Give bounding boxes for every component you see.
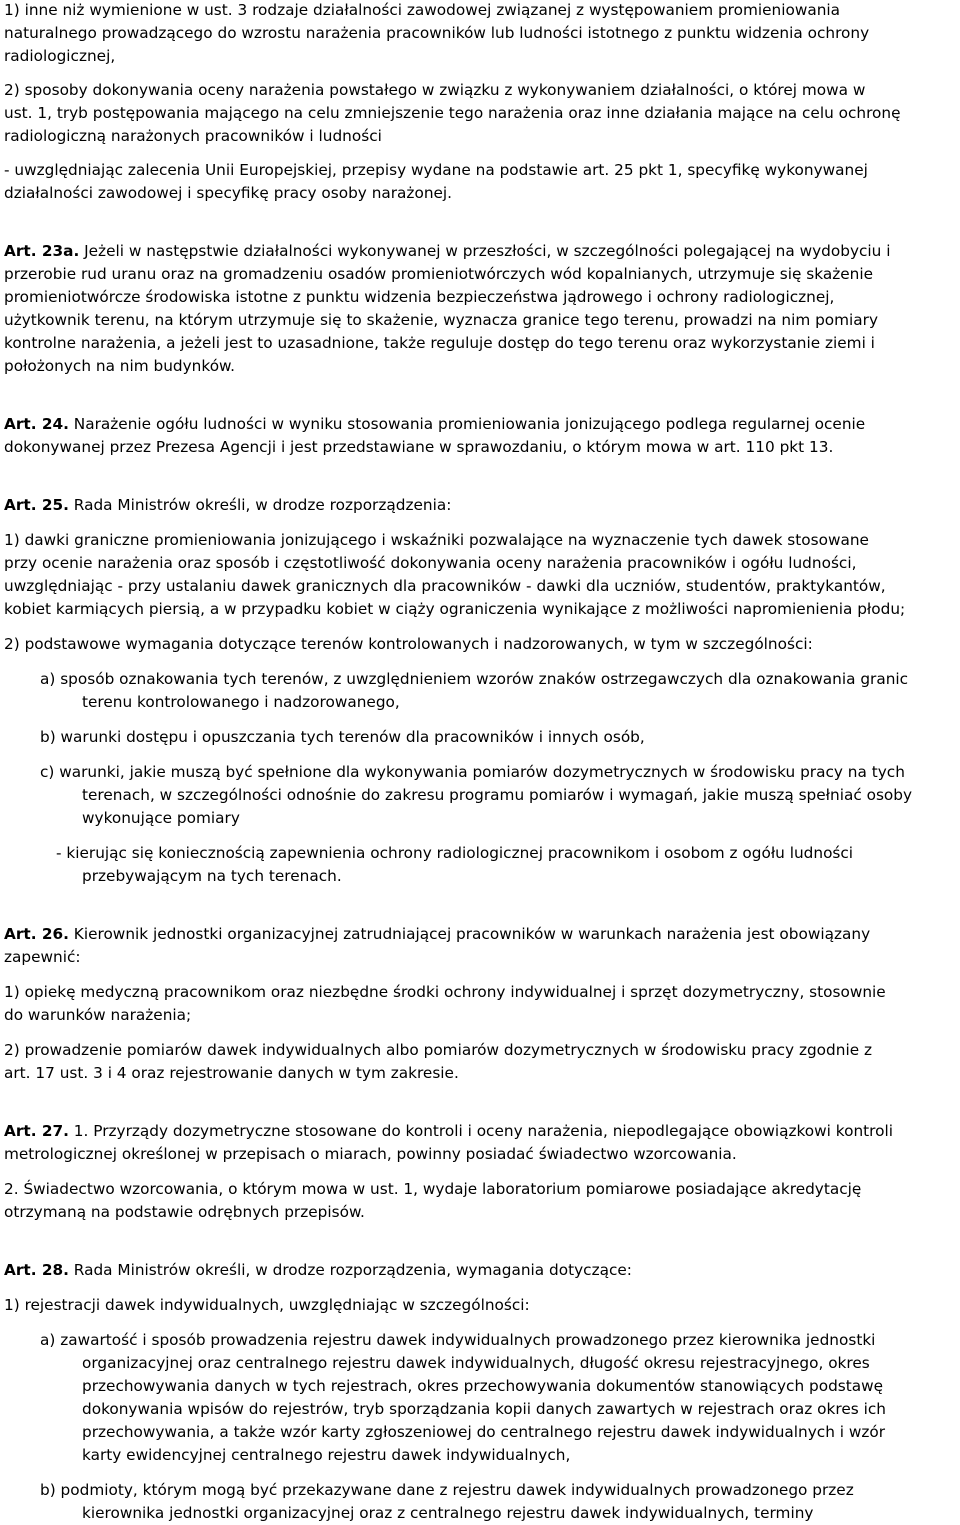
text-line: przebywającym na tych terenach. xyxy=(82,867,342,885)
sub-list-item: a) zawartość i sposób prowadzenia rejestru dawek indywidualnych prowadzonego przez kierownika jednostki xyxy=(40,1331,876,1349)
text-line: organizacyjnej oraz centralnego rejestru dawek indywidualnych, długość okresu rejestracyjnego, okres xyxy=(82,1354,870,1372)
text-line: 1) inne niż wymienione w ust. 3 rodzaje działalności zawodowej związanej z występowaniem promieniowania xyxy=(4,1,841,19)
document-page xyxy=(4,0,956,1525)
list-item: 1) dawki graniczne promieniowania jonizującego i wskaźniki pozwalające na wyznaczenie tych dawek stosowane xyxy=(4,531,869,549)
text-line: wykonujące pomiary xyxy=(82,809,240,827)
text-line: art. 17 ust. 3 i 4 oraz rejestrowanie danych w tym zakresie. xyxy=(4,1064,459,1082)
text-line: Kierownik jednostki organizacyjnej zatrudniającej pracowników w warunkach narażenia jest obowiązany xyxy=(68,925,871,943)
text-line: przechowywania, a także wzór karty zgłoszeniowej do centralnego rejestru dawek indywidualnych i wzór xyxy=(82,1423,886,1441)
text-line: dokonywanej przez Prezesa Agencji i jest przedstawiane w sprawozdaniu, o którym mowa w art. 110 pkt 13. xyxy=(4,438,834,456)
text-line: radiologicznej, xyxy=(4,47,116,65)
text-line: do warunków narażenia; xyxy=(4,1006,192,1024)
article-23a xyxy=(4,240,956,263)
article-label: Art. 27. xyxy=(4,1122,69,1140)
text-line: przerobie rud uranu oraz na gromadzeniu osadów promieniotwórczych wód kopalnianych, utrzymuje się skażenie xyxy=(4,265,874,283)
text-line: Rada Ministrów określi, w drodze rozporządzenia: xyxy=(68,496,452,514)
text-line: 2. Świadectwo wzorcowania, o którym mowa w ust. 1, wydaje laboratorium pomiarowe posiadające akredytację xyxy=(4,1180,862,1198)
text-line: naturalnego prowadzącego do wzrostu narażenia pracowników lub ludności istotnego z punktu widzenia ochrony xyxy=(4,24,870,42)
text-line: ust. 1, tryb postępowania mającego na celu zmniejszenie tego narażenia oraz inne działania mające na celu ochronę xyxy=(4,104,901,122)
text-line: działalności zawodowej i specyfikę pracy osoby narażonej. xyxy=(4,184,453,202)
article-27 xyxy=(4,1120,956,1143)
article-label: Art. 23a. xyxy=(4,242,80,260)
sub-list-item: b) warunki dostępu i opuszczania tych terenów dla pracowników i innych osób, xyxy=(40,728,645,746)
sub-list-item: b) podmioty, którym mogą być przekazywane dane z rejestru dawek indywidualnych prowadzonego przez xyxy=(40,1481,854,1499)
list-item: 2) prowadzenie pomiarów dawek indywidualnych albo pomiarów dozymetrycznych w środowisku pracy zgodnie z xyxy=(4,1041,873,1059)
text-line: kierownika jednostki organizacyjnej oraz z centralnego rejestru dawek indywidualnych, terminy xyxy=(82,1504,814,1522)
text-line: karty ewidencyjnej centralnego rejestru dawek indywidualnych, xyxy=(82,1446,571,1464)
text-line: otrzymaną na podstawie odrębnych przepisów. xyxy=(4,1203,365,1221)
text-line: terenach, w szczególności odnośnie do zakresu programu pomiarów i wymagań, jakie muszą spełniać osoby xyxy=(82,786,913,804)
text-line: użytkownik terenu, na którym utrzymuje się to skażenie, wyznacza granice tego terenu, prowadzi na nim pomiary xyxy=(4,311,879,329)
list-item: 1) rejestracji dawek indywidualnych, uwzględniając w szczególności: xyxy=(4,1296,530,1314)
article-26 xyxy=(4,923,956,946)
text-line: Jeżeli w następstwie działalności wykonywanej w przeszłości, w szczególności polegającej na wydobyciu i xyxy=(79,242,891,260)
text-line: 2) sposoby dokonywania oceny narażenia powstałego w związku z wykonywaniem działalności, o której mowa w xyxy=(4,81,866,99)
article-25 xyxy=(4,494,956,517)
article-24 xyxy=(4,413,956,436)
text-line: Rada Ministrów określi, w drodze rozporządzenia, wymagania dotyczące: xyxy=(68,1261,632,1279)
text-line: Narażenie ogółu ludności w wyniku stosowania promieniowania jonizującego podlega regularnej ocenie xyxy=(68,415,866,433)
text-line: metrologicznej określonej w przepisach o miarach, powinny posiadać świadectwo wzorcowania. xyxy=(4,1145,737,1163)
text-line: kobiet karmiących piersią, a w przypadku kobiet w ciąży ograniczenia wynikające z możliwości napromienienia płodu; xyxy=(4,600,906,618)
text-line: przy ocenie narażenia oraz sposób i częstotliwość dokonywania oceny narażenia pracowników i ogółu ludności, xyxy=(4,554,857,572)
text-line: promieniotwórcze środowiska istotne z punktu widzenia bezpieczeństwa jądrowego i ochrony radiologicznej, xyxy=(4,288,835,306)
article-label: Art. 25. xyxy=(4,496,69,514)
text-line: uwzględniając - przy ustalaniu dawek granicznych dla pracowników - dawki dla uczniów, studentów, praktykantów, xyxy=(4,577,886,595)
text-line: terenu kontrolowanego i nadzorowanego, xyxy=(82,693,400,711)
text-line: kontrolne narażenia, a jeżeli jest to uzasadnione, także reguluje dostęp do tego terenu oraz wykorzystanie ziemi i xyxy=(4,334,875,352)
text-line: dokonywania wpisów do rejestrów, tryb sporządzania kopii danych zawartych w rejestrach oraz okres ich xyxy=(82,1400,886,1418)
text-line: przechowywania danych w tych rejestrach, okres przechowywania dokumentów stanowiących podstawę xyxy=(82,1377,884,1395)
list-item: 2) podstawowe wymagania dotyczące terenów kontrolowanych i nadzorowanych, w tym w szczególności: xyxy=(4,635,813,653)
text-line: zapewnić: xyxy=(4,948,81,966)
list-item: 1) opiekę medyczną pracownikom oraz niezbędne środki ochrony indywidualnej i sprzęt dozymetryczny, stosownie xyxy=(4,983,886,1001)
article-label: Art. 24. xyxy=(4,415,69,433)
article-label: Art. 26. xyxy=(4,925,69,943)
text-line: radiologiczną narażonych pracowników i ludności xyxy=(4,127,382,145)
sub-list-item: c) warunki, jakie muszą być spełnione dla wykonywania pomiarów dozymetrycznych w środowisku pracy na tych xyxy=(40,763,905,781)
text-line: - kierując się koniecznością zapewnienia ochrony radiologicznej pracownikom i osobom z ogółu ludności xyxy=(56,844,854,862)
sub-list-item: a) sposób oznakowania tych terenów, z uwzględnieniem wzorów znaków ostrzegawczych dla oznakowania granic xyxy=(40,670,909,688)
text-line: - uwzględniając zalecenia Unii Europejskiej, przepisy wydane na podstawie art. 25 pkt 1, specyfikę wykonywanej xyxy=(4,161,868,179)
article-28 xyxy=(4,1259,956,1282)
text-line: 1. Przyrządy dozymetryczne stosowane do kontroli i oceny narażenia, niepodlegające obowiązkowi kontroli xyxy=(68,1122,893,1140)
article-label: Art. 28. xyxy=(4,1261,69,1279)
text-line: położonych na nim budynków. xyxy=(4,357,236,375)
